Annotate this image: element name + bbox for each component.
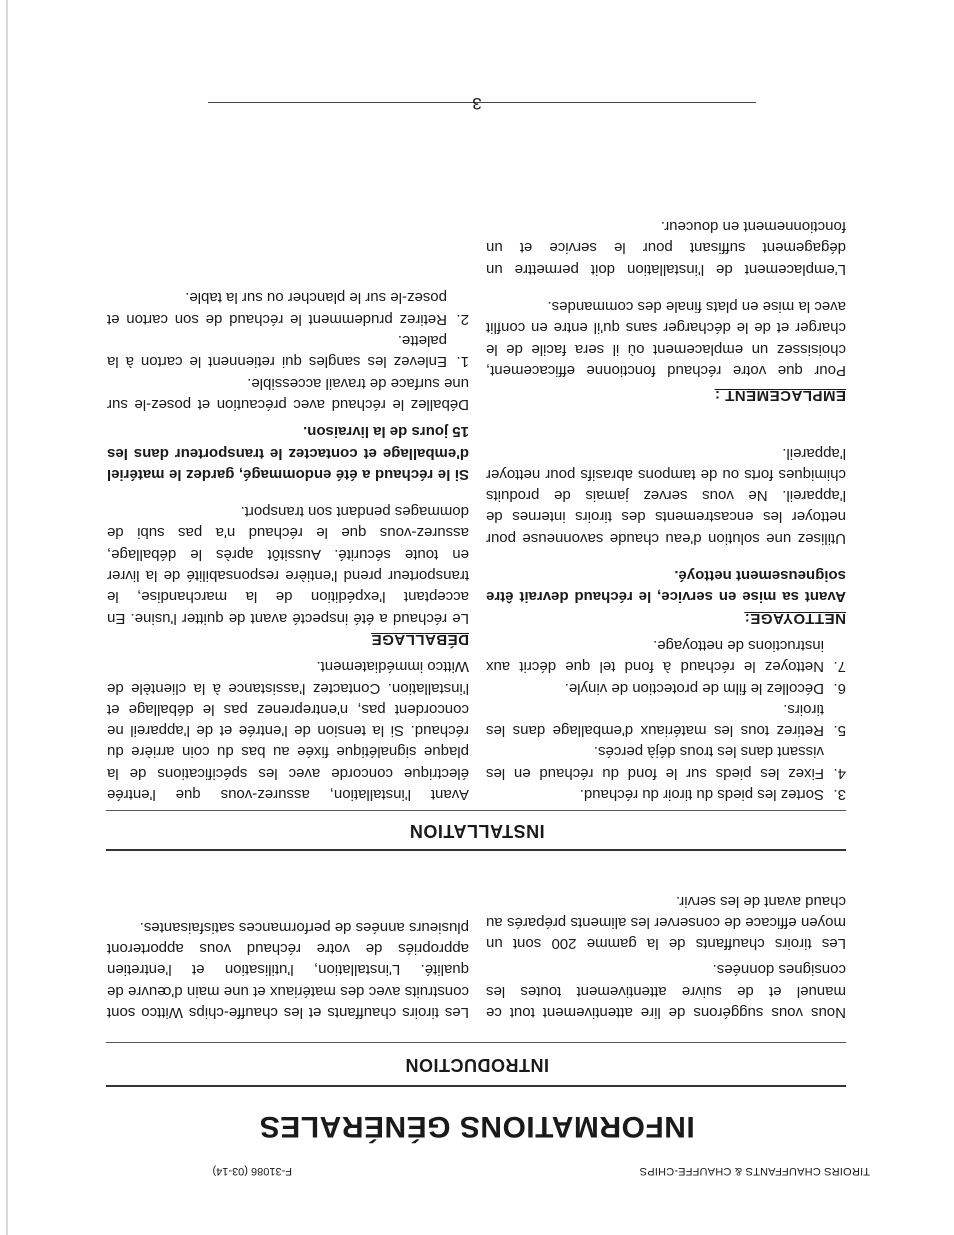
header-form-number: F-31086 (03-14) [212, 1165, 292, 1177]
step-item-1 [107, 330, 469, 373]
step-text: Enlevez les sangles qui retiennent le carton à la palette. [107, 332, 447, 371]
emplacement-paragraph-2: L'emplacement de l'installation doit permettre un dégagement suffisant pour le service et un fonctionnement en douceur. [486, 218, 846, 278]
deballage-warning: Si le réchaud a été endommagé, gardez le matériel d'emballage et contactez le transporteur dans les 15 jours de la livraison. [107, 423, 469, 483]
nettoyage-warning: Avant sa mise en service, le réchaud devrait être soigneusement nettoyé. [486, 567, 846, 606]
step-text: Nettoyez le réchaud à fond tel que décrit aux instructions de nettoyage. [486, 636, 824, 676]
header-product-line: TIROIRS CHAUFFANTS & CHAUFFE-CHIPS [639, 1165, 870, 1177]
introduction-left-column [486, 890, 846, 1023]
step-number: 3. [833, 786, 846, 803]
installation-right-column [107, 287, 469, 805]
step-item-4 [486, 741, 846, 784]
nettoyage-heading: NETTOYAGE: [744, 609, 846, 627]
step-number: 4. [833, 764, 846, 782]
intro-top-rule [106, 1085, 846, 1087]
emplacement-heading: EMPLACEMENT : [714, 387, 846, 405]
step-text: Sortez les pieds du tiroir du réchaud. [579, 786, 824, 803]
step-item-7 [486, 635, 846, 678]
step-number: 7. [833, 658, 846, 676]
deballage-heading: DÉBALLAGE [371, 630, 469, 648]
step-number: 6. [833, 679, 846, 697]
installation-heading: INSTALLATION [409, 821, 545, 841]
installation-bottom-rule [106, 810, 846, 811]
step-item-5 [486, 699, 846, 742]
introduction-right-column [107, 917, 469, 1023]
introduction-paragraph-3: Les tiroirs chauffants de la gamme 200 sont un moyen efficace de conserver les aliments préparés au chaud avant de les servir. [486, 892, 846, 953]
step-text: Retirez tous les matériaux d'emballage dans les tiroirs. [486, 700, 824, 740]
page-number: 3 [472, 94, 482, 113]
step-number: 5. [833, 722, 846, 740]
installation-left-column [486, 216, 846, 805]
step-number: 1. [456, 353, 469, 371]
intro-bottom-rule [106, 1042, 846, 1043]
introduction-paragraph-1: Les tiroirs chauffants et les chauffe-chips Wittco sont construits avec des matériaux et une main d'œuvre de qualité. L'installation, l'utilisation et l'entretien appropriés de votre réchaud vous apporteront plusieurs années de performances satisfaisantes. [107, 918, 469, 1021]
step-text: Fixez les pieds sur le fond du réchaud en les vissant dans les trous déjà percés. [486, 743, 824, 782]
step-text: Retirez prudemment le réchaud de son carton et posez-le sur le plancher ou sur la table. [107, 289, 447, 328]
deballage-paragraph-2: Déballez le réchaud avec précaution et posez-le sur une surface de travail accessible. [107, 374, 469, 413]
introduction-heading: INTRODUCTION [405, 1055, 549, 1075]
step-item-2 [107, 287, 469, 330]
introduction-paragraph-2: Nous vous suggérons de lire attentivement tout ce manuel et de suivre attentivement toutes les consignes données. [486, 961, 846, 1021]
page-title: INFORMATIONS GÉNÉRALES [259, 1110, 695, 1143]
step-text: Décollez le film de protection de vinyle. [564, 679, 824, 697]
nettoyage-paragraph: Utilisez une solution d'eau chaude savonneuse pour nettoyer les encastrements des tiroirs internes de l'appareil. Ne vous servez jamais de produits chimiques forts ou de tampons abrasifs pour nettoyer l'appareil. [486, 444, 846, 547]
step-number: 2. [456, 310, 469, 328]
installation-top-rule [106, 849, 846, 851]
step-item-3 [486, 784, 846, 805]
step-item-6 [486, 677, 846, 698]
emplacement-paragraph-1: Pour que votre réchaud fonctionne efficacement, choisissez un emplacement où il sera facile de le charger et de le décharger sans qu'il entre en conflit avec la mise en plats finale des commandes. [486, 298, 846, 379]
installation-paragraph: Avant l'installation, assurez-vous que l'entrée électrique concorde avec les spécifications de la plaque signalétique fixée au bas du coin arrière du réchaud. Si la tension de l'entrée et de l'appareil ne concordent pas, n'entreprenez pas le déballage et l'installation. Contactez l'assistance à la clientèle de Wittco immédiatement. [107, 658, 469, 803]
deballage-paragraph-1: Le réchaud a été inspecté avant de quitter l'usine. En acceptant l'expédition de la marchandise, le transporteur prend l'entière responsabilité de la livrer en toute sécurité. Aussitôt après le déballage, assurez-vous que le réchaud n'a pas subi de dommages pendant son transport. [107, 503, 469, 627]
page-edge-line [6, 0, 8, 1235]
